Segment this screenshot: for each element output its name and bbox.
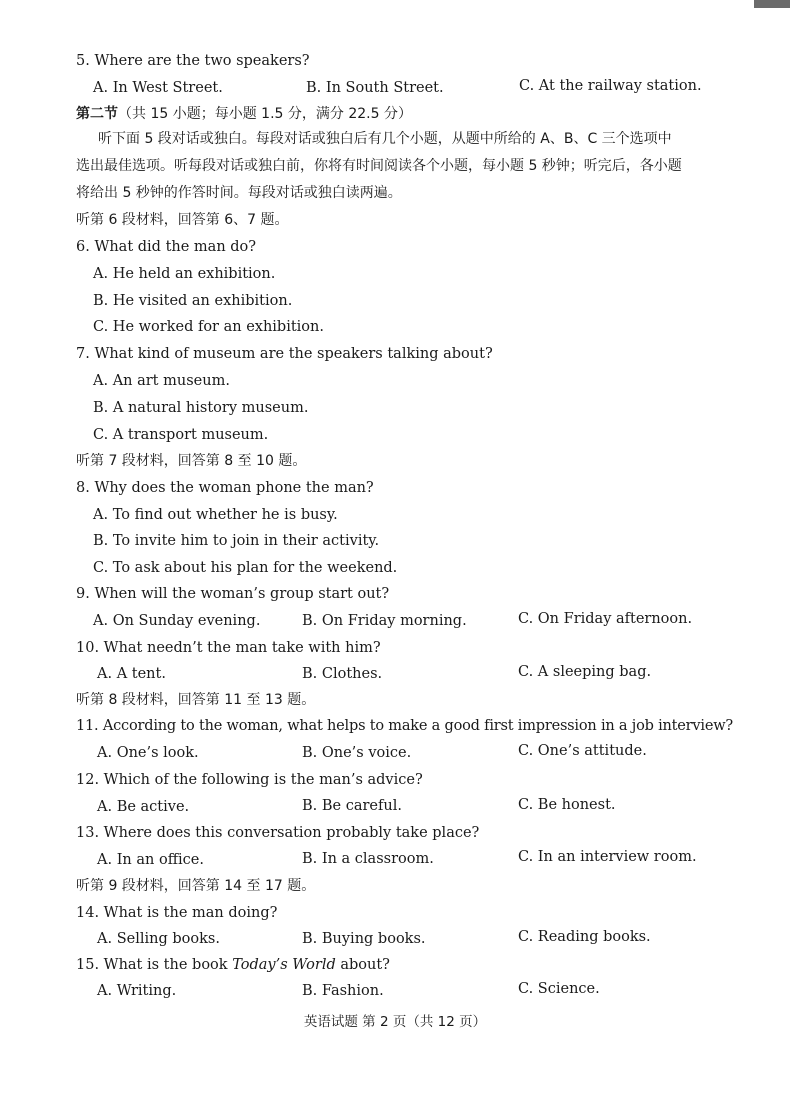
question-15-option-a: A. Writing. bbox=[97, 983, 177, 999]
question-11-option-c: C. One’s attitude. bbox=[518, 743, 647, 759]
question-7-option-b: B. A natural history museum. bbox=[93, 400, 309, 416]
question-9-stem: 9. When will the woman’s group start out? bbox=[76, 586, 390, 602]
question-12-option-b: B. Be careful. bbox=[302, 798, 402, 814]
question-12-option-c: C. Be honest. bbox=[518, 797, 616, 813]
question-14-option-a: A. Selling books. bbox=[97, 931, 220, 947]
question-9-option-b: B. On Friday morning. bbox=[302, 613, 467, 629]
question-10-option-b: B. Clothes. bbox=[302, 666, 383, 682]
question-15-book-title: Today’s World bbox=[232, 957, 336, 973]
question-14-option-b: B. Buying books. bbox=[302, 931, 426, 947]
question-14-option-c: C. Reading books. bbox=[518, 929, 651, 945]
question-8-option-c: C. To ask about his plan for the weekend. bbox=[93, 560, 398, 576]
section-heading bbox=[76, 105, 412, 123]
question-9-option-c: C. On Friday afternoon. bbox=[518, 611, 693, 627]
question-13-option-b: B. In a classroom. bbox=[302, 851, 434, 867]
material-8-heading: 听第 8 段材料，回答第 11 至 13 题。 bbox=[76, 692, 316, 708]
question-11-option-b: B. One’s voice. bbox=[302, 745, 412, 761]
question-7-option-c: C. A transport museum. bbox=[93, 427, 269, 443]
question-6-option-c: C. He worked for an exhibition. bbox=[93, 319, 324, 335]
page-footer: 英语试题 第 2 页（共 12 页） bbox=[303, 1014, 487, 1030]
question-5-option-b: B. In South Street. bbox=[306, 80, 444, 96]
section-info: （共 15 小题；每小题 1.5 分，满分 22.5 分） bbox=[118, 106, 412, 122]
section-title: 第二节 bbox=[76, 106, 118, 122]
question-13-option-a: A. In an office. bbox=[97, 852, 204, 868]
question-13-option-c: C. In an interview room. bbox=[518, 849, 697, 865]
instructions-line-3: 将给出 5 秒钟的作答时间。每段对话或独白读两遍。 bbox=[76, 185, 402, 201]
question-6-option-b: B. He visited an exhibition. bbox=[93, 293, 293, 309]
question-15-stem-pre: 15. What is the book bbox=[76, 957, 233, 973]
scan-corner-mark bbox=[754, 0, 790, 8]
question-7-stem: 7. What kind of museum are the speakers talking about? bbox=[76, 346, 493, 362]
question-5-option-c: C. At the railway station. bbox=[519, 78, 702, 94]
question-5-stem: 5. Where are the two speakers? bbox=[76, 53, 310, 69]
question-14-stem: 14. What is the man doing? bbox=[76, 905, 278, 921]
instructions-line-2: 选出最佳选项。听每段对话或独白前，你将有时间阅读各个小题，每小题 5 秒钟；听完后，各小题 bbox=[76, 158, 682, 174]
material-9-heading: 听第 9 段材料，回答第 14 至 17 题。 bbox=[76, 878, 316, 894]
question-11-option-a: A. One’s look. bbox=[97, 745, 199, 761]
question-5-option-a: A. In West Street. bbox=[93, 80, 223, 96]
question-13-stem: 13. Where does this conversation probably take place? bbox=[76, 825, 480, 841]
question-8-option-a: A. To find out whether he is busy. bbox=[93, 507, 338, 523]
question-10-stem: 10. What needn’t the man take with him? bbox=[76, 640, 381, 656]
question-6-option-a: A. He held an exhibition. bbox=[93, 266, 276, 282]
question-15-stem bbox=[76, 956, 390, 974]
question-10-option-a: A. A tent. bbox=[97, 666, 166, 682]
material-6-heading: 听第 6 段材料，回答第 6、7 题。 bbox=[76, 212, 289, 228]
question-8-option-b: B. To invite him to join in their activity. bbox=[93, 533, 380, 549]
question-15-option-b: B. Fashion. bbox=[302, 983, 384, 999]
question-9-option-a: A. On Sunday evening. bbox=[93, 613, 261, 629]
question-15-option-c: C. Science. bbox=[518, 981, 600, 997]
question-7-option-a: A. An art museum. bbox=[93, 373, 230, 389]
question-6-stem: 6. What did the man do? bbox=[76, 239, 257, 255]
question-15-stem-post: about? bbox=[335, 957, 390, 973]
instructions-line-1: 听下面 5 段对话或独白。每段对话或独白后有几个小题，从题中所给的 A、B、C 三个选项中 bbox=[98, 131, 672, 147]
question-8-stem: 8. Why does the woman phone the man? bbox=[76, 480, 374, 496]
question-11-stem: 11. According to the woman, what helps to make a good first impression in a job interview? bbox=[76, 718, 734, 734]
question-12-option-a: A. Be active. bbox=[97, 799, 190, 815]
question-12-stem: 12. Which of the following is the man’s advice? bbox=[76, 772, 423, 788]
material-7-heading: 听第 7 段材料，回答第 8 至 10 题。 bbox=[76, 453, 307, 469]
question-10-option-c: C. A sleeping bag. bbox=[518, 664, 652, 680]
